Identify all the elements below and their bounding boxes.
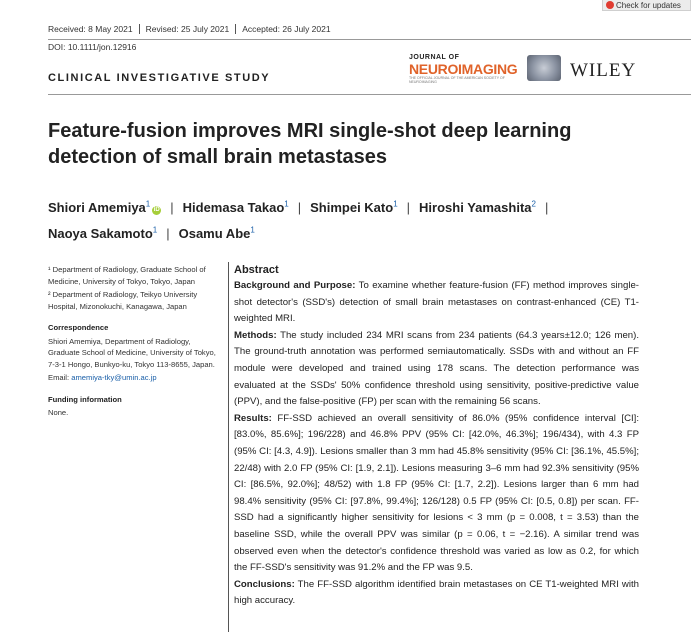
affiliation: ¹ Department of Radiology, Graduate School of Medicine, University of Tokyo, Tokyo, Japan	[48, 265, 206, 286]
author-list: Shiori Amemiya$^1$iD | Hidemasa Takao$^1$ | Shimpei Kato$^1$ | Hiroshi Yamashita$^2$ | Naoya Sakamoto$^1$ | Osamu Abe$^1$	[48, 200, 549, 241]
journal-line1: JOURNAL OF	[409, 54, 460, 61]
abstract-conclusions: Conclusions: The FF-SSD algorithm identified brain metastases on CE T1-weighted MRI with high accuracy.	[234, 578, 639, 607]
author[interactable]: Naoya Sakamoto$^1$	[48, 225, 158, 241]
abstract-heading: Abstract	[234, 264, 279, 276]
doi[interactable]: DOI: 10.1111/jon.12916	[48, 42, 137, 52]
article-type: CLINICAL INVESTIGATIVE STUDY	[48, 72, 271, 84]
received-date: Received: 8 May 2021	[48, 24, 133, 34]
article-title: Feature-fusion improves MRI single-shot deep learning detection of small brain metastases	[48, 120, 572, 168]
affiliation: ² Department of Radiology, Teikyo University Hospital, Mizonokuchi, Kanagawa, Japan	[48, 290, 198, 311]
abstract-results: Results: FF-SSD achieved an overall sensitivity of 86.0% (95% confidence interval [CI]: [83.0%, 85.6%]; 196/228) and 46.8% PPV (95% CI: [42.0%, 46.3%]; 196/434), with 4.3 FP (95% CI: [4.3, 4.9]). Lesions smaller than 3 mm had 45.8% sensitivity (95% CI: [36.1%, 45.5%]; 22/48) with 2.0 FP (95% CI: [1.9, 2.1]). Lesions measuring 3–6 mm had 92.3% sensitivity (95% CI: [86.5%, 92.0%]; 48/52) with 1.8 FP (95% CI: [1.7, 2.2]). Lesions larger than 6 mm had 98.4% sensitivity (95% CI: [97.8%, 99.4%]; 126/128) 0.5 FP (95% CI: [0.5, 0.8]) per scan. FF-SSD had a significantly higher sensitivity for lesions < 3 mm (p = 0.008, t = 3.53) than the baseline SSD, while the overall PPV was similar (p = 0.06, t = −2.16). A similar trend was observed even when the detector's confidence threshold was varied as low as 0.2, for which the FF-SSD's sensitivity was 91.2% and the FP was 9.5.	[234, 412, 639, 574]
check-updates-label: Check for updates	[616, 1, 681, 10]
author[interactable]: Hidemasa Takao$^1$	[182, 200, 289, 216]
funding-text: None.	[48, 408, 69, 417]
abstract-divider	[228, 262, 229, 632]
divider	[139, 24, 140, 34]
header-rule	[48, 39, 691, 40]
brain-logo-icon	[527, 55, 561, 81]
divider	[235, 24, 236, 34]
publisher-logo: WILEY	[570, 60, 637, 81]
abstract-background: Background and Purpose: To examine whether feature-fusion (FF) method improves single-shot detector's (SSD's) detection of small brain metastases on contrast-enhanced (CE) T1-weighted MRI.	[234, 280, 639, 325]
funding-heading: Funding information	[48, 394, 122, 404]
accepted-date: Accepted: 26 July 2021	[242, 24, 331, 34]
abstract	[234, 262, 639, 610]
correspondence-text: Shiori Amemiya, Department of Radiology, Graduate School of Medicine, University of Tokyo, 7-3-1 Hongo, Bunkyo-ku, Tokyo 113-8655, Japan.	[48, 336, 216, 369]
author[interactable]: Shiori Amemiya$^1$iD	[48, 200, 160, 216]
abstract-methods: Methods: The study included 234 MRI scans from 234 patients (64.3 years±12.0; 126 men). The ground-truth annotation was performed semiautomatically. SSDs with and without an FF module were developed and trained using 178 scans. The detection performance was evaluated at the SSDs' 50% confidence threshold using sensitivity, positive-predictive value (PPV), and the false-positive (FP) per scan with the remaining 56 scans.	[234, 329, 639, 408]
orcid-icon[interactable]: iD	[153, 207, 160, 214]
publication-dates	[48, 24, 331, 34]
correspondence-email-line: Email: amemiya-tky@umin.ac.jp	[48, 373, 157, 382]
journal-line3: THE OFFICIAL JOURNAL OF THE AMERICAN SOCIETY OF NEUROIMAGING	[409, 76, 505, 84]
section-rule	[48, 94, 691, 95]
correspondence-heading: Correspondence	[48, 323, 109, 332]
email-link[interactable]: amemiya-tky@umin.ac.jp	[71, 373, 157, 382]
sidebar-info	[48, 264, 220, 421]
check-for-updates-button[interactable]	[602, 0, 691, 11]
journal-logo	[409, 54, 519, 84]
author[interactable]: Shimpei Kato$^1$	[310, 200, 398, 216]
author[interactable]: Osamu Abe$^1$	[178, 225, 255, 241]
journal-line2: NEUROIMAGING	[409, 61, 518, 77]
revised-date: Revised: 25 July 2021	[145, 24, 230, 34]
author[interactable]: Hiroshi Yamashita$^2$	[419, 200, 536, 216]
crossmark-icon	[606, 1, 614, 9]
